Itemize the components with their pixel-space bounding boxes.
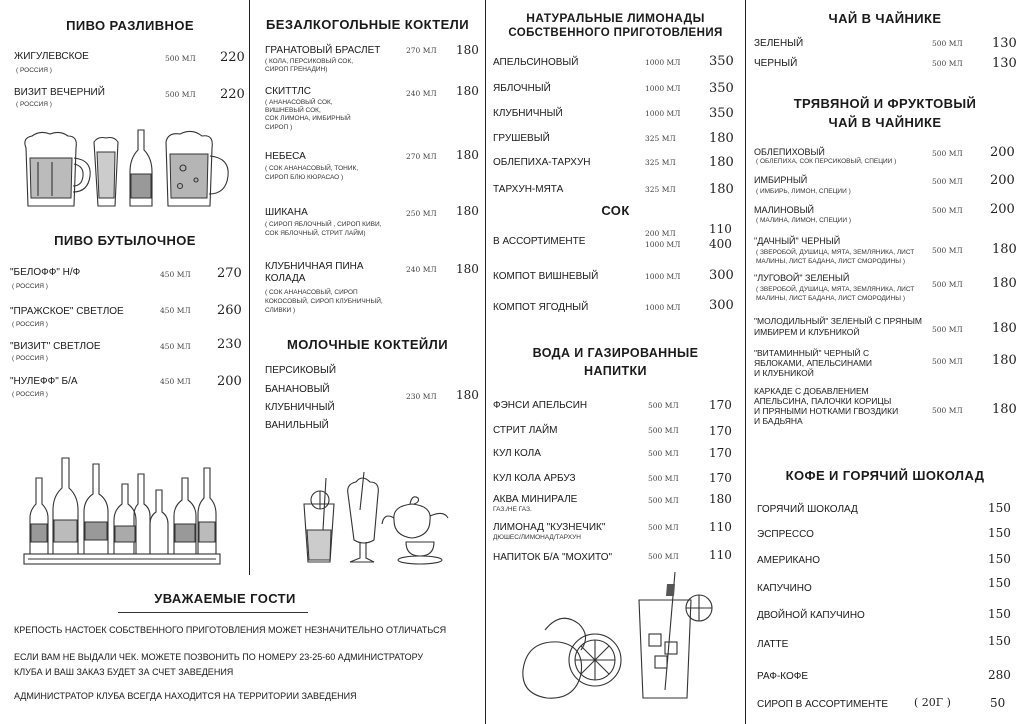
menu-item-price: 110 [709,548,732,562]
menu-item-price: 50 [990,696,1006,710]
menu-item-volume: 500 МЛ [932,39,963,48]
menu-item-volume: 325 МЛ [645,185,676,194]
menu-item-name: СКИТТЛС [265,86,312,97]
menu-item-price: 220 [220,50,245,65]
menu-item-volume: 1000 МЛ [645,84,681,93]
menu-item-name: ИМБИРНЫЙ [754,175,808,185]
menu-item-price: 270 [217,266,242,281]
menu-item-volume: 500 МЛ [932,406,963,415]
menu-item-desc: ( СОК АНАНАСОВЫЙ, СИРОП [265,289,358,296]
menu-item-name: КУЛ КОЛА АРБУЗ [493,473,576,484]
column-divider [249,0,250,575]
menu-item-volume: 500 МЛ [165,54,196,63]
menu-item-name: КЛУБНИЧНАЯ ПИНА [265,261,364,272]
soda-subtitle: НАПИТКИ [584,364,647,378]
menu-item-name: ИМБИРЕМ И КЛУБНИКОЙ [754,327,860,337]
lemonades-subtitle: СОБСТВЕННОГО ПРИГОТОВЛЕНИЯ [508,27,723,39]
menu-item-name: ВИЗИТ ВЕЧЕРНИЙ [14,87,105,98]
menu-item-name: И ПРЯНЫМИ НОТКАМИ ГВОЗДИКИ [754,406,899,416]
beer-mugs-sketch-icon [18,128,233,210]
menu-item-name: МАЛИНОВЫЙ [754,205,815,215]
menu-item-volume: ( 20Г ) [914,696,951,709]
menu-item-desc: ( ЗВЕРОБОЙ, ДУШИЦА, МЯТА, ЗЕМЛЯНИКА, ЛИСТ [756,249,915,256]
menu-item-price: 280 [988,668,1011,682]
menu-item-name: ВАНИЛЬНЫЙ [265,420,329,431]
menu-item-desc: СОК ЯБЛОЧНЫЙ, СТРИТ ЛАЙМ) [265,230,366,237]
menu-item-desc: ( ЗВЕРОБОЙ, ДУШИЦА, МЯТА, ЗЕМЛЯНИКА, ЛИСТ [756,286,915,293]
menu-item-name: ФЭНСИ АПЕЛЬСИН [493,400,588,411]
menu-item-price: 130 [992,36,1017,51]
menu-item-name: ЖИГУЛЕВСКОЕ [14,51,89,62]
menu-item-name: КЛУБНИЧНЫЙ [493,108,563,119]
menu-item-name: АПЕЛЬСИНА, ПАЛОЧКИ КОРИЦЫ [754,396,892,406]
menu-item-name: "ДАЧНЫЙ" ЧЕРНЫЙ [754,236,841,246]
menu-item-desc: МАЛИНЫ, ЛИСТ БАДАНА, ЛИСТ СМОРОДИНЫ ) [756,295,906,302]
menu-item-name: ОБЛЕПИХОВЫЙ [754,147,825,157]
menu-item-desc: ( КОЛА, ПЕРСИКОВЫЙ СОК, [265,58,354,65]
menu-item-desc: СИРОП ) [265,124,293,131]
menu-item-volume: 230 МЛ [406,392,437,401]
menu-item-price: 220 [220,87,245,102]
menu-item-volume: 500 МЛ [932,206,963,215]
menu-item-volume: 1000 МЛ [645,272,681,281]
menu-item-name: КАРКАДЕ С ДОБАВЛЕНИЕМ [754,386,869,396]
menu-item-price: 350 [709,81,734,96]
menu-item-desc: КОКОСОВЫЙ, СИРОП КЛУБНИЧНЫЙ, [265,298,383,305]
menu-item-price: 150 [988,501,1011,515]
menu-item-price: 150 [988,526,1011,540]
menu-item-name: ГРАНАТОВЫЙ БРАСЛЕТ [265,45,381,56]
menu-item-desc: ( РОССИЯ ) [12,321,48,328]
cocktail-glasses-sketch-icon [290,470,462,570]
menu-item-desc: ( АНАНАСОВЫЙ СОК, [265,99,333,106]
menu-item-desc: ВИШНЕВЫЙ СОК, [265,107,321,114]
menu-item-volume: 500 МЛ [932,325,963,334]
menu-item-name: "ВИТАМИННЫЙ" ЧЕРНЫЙ С [754,348,870,358]
menu-item-volume: 500 МЛ [165,90,196,99]
menu-item-price: 180 [992,321,1017,336]
menu-item-name: КОМПОТ ВИШНЕВЫЙ [493,271,599,282]
menu-item-price: 180 [709,131,734,146]
menu-item-price: 180 [456,262,479,276]
herbal-tea-subtitle: ЧАЙ В ЧАЙНИКЕ [828,115,942,130]
menu-item-price: 300 [709,268,734,283]
bottles-shelf-sketch-icon [22,454,222,569]
menu-item-name: ЯБЛОКАМИ, АПЕЛЬСИНАМИ [754,358,873,368]
menu-item-price: 400 [709,237,732,251]
menu-item-volume: 450 МЛ [160,377,191,386]
beer-bottle-title: ПИВО БУТЫЛОЧНОЕ [54,233,196,248]
menu-item-name: СИРОП В АССОРТИМЕНТЕ [757,699,889,710]
menu-item-volume: 500 МЛ [648,523,679,532]
menu-item-price: 200 [990,173,1015,188]
menu-item-desc: ДЮШЕС/ЛИМОНАД/ТАРХУН [493,534,581,541]
menu-item-name: ЗЕЛЕНЫЙ [754,38,804,49]
menu-item-volume: 270 МЛ [406,46,437,55]
menu-item-name: И КЛУБНИКОЙ [754,368,814,378]
menu-item-price: 170 [709,446,732,460]
menu-item-price: 300 [709,298,734,313]
tea-title: ЧАЙ В ЧАЙНИКЕ [828,11,942,26]
menu-item-volume: 270 МЛ [406,152,437,161]
menu-item-desc: ( ОБЛЕПИХА, СОК ПЕРСИКОВЫЙ, СПЕЦИИ ) [756,158,897,165]
menu-item-price: 170 [709,398,732,412]
menu-item-price: 180 [709,492,732,506]
menu-item-name: И БАДЬЯНА [754,416,803,426]
menu-item-price: 150 [988,634,1011,648]
menu-item-name: В АССОРТИМЕНТЕ [493,236,586,247]
menu-item-volume: 450 МЛ [160,306,191,315]
menu-item-desc: СИРОП БЛЮ КЮРАСАО ) [265,174,344,181]
beer-draft-title: ПИВО РАЗЛИВНОЕ [66,18,194,33]
menu-item-volume: 240 МЛ [406,89,437,98]
menu-item-desc: ( ИМБИРЬ, ЛИМОН, СПЕЦИИ ) [756,188,851,195]
soda-title: ВОДА И ГАЗИРОВАННЫЕ [532,346,699,360]
notice-line: КЛУБА И ВАШ ЗАКАЗ БУДЕТ ЗА СЧЕТ ЗАВЕДЕНИЯ [14,667,234,677]
menu-item-desc: ( РОССИЯ ) [12,391,48,398]
menu-item-price: 180 [709,182,734,197]
menu-item-price: 200 [217,374,242,389]
menu-item-volume: 1000 МЛ [645,240,681,249]
menu-item-price: 130 [992,56,1017,71]
herbal-tea-title: ТРЯВЯНОЙ И ФРУКТОВЫЙ [793,96,977,111]
menu-item-name: "БЕЛОФФ" Н/Ф [10,267,81,278]
menu-item-price: 180 [992,276,1017,291]
menu-item-desc: ( РОССИЯ ) [16,101,52,108]
menu-item-volume: 450 МЛ [160,342,191,351]
menu-item-volume: 500 МЛ [648,426,679,435]
menu-item-name: "ВИЗИТ" СВЕТЛОЕ [10,341,101,352]
menu-item-volume: 500 МЛ [932,357,963,366]
menu-item-desc: СЛИВКИ ) [265,307,296,314]
menu-item-name: ГРУШЕВЫЙ [493,133,550,144]
menu-item-price: 180 [456,204,479,218]
menu-item-name: КАПУЧИНО [757,583,812,594]
lemonades-title: НАТУРАЛЬНЫЕ ЛИМОНАДЫ [526,11,705,25]
menu-item-name: ЯБЛОЧНЫЙ [493,83,551,94]
menu-item-price: 180 [709,155,734,170]
menu-item-name: АКВА МИНИРАЛЕ [493,494,578,505]
menu-item-volume: 500 МЛ [648,552,679,561]
menu-item-price: 110 [709,520,732,534]
menu-item-name: СТРИТ ЛАЙМ [493,425,558,436]
menu-item-price: 180 [456,84,479,98]
menu-item-volume: 200 МЛ [645,229,676,238]
menu-item-name: "МОЛОДИЛЬНЫЙ" ЗЕЛЕНЫЙ С ПРЯНЫМ [754,316,922,326]
menu-item-volume: 500 МЛ [932,149,963,158]
lemonade-lemons-sketch-icon [515,570,720,710]
menu-item-volume: 325 МЛ [645,134,676,143]
menu-item-name: ГОРЯЧИЙ ШОКОЛАД [757,504,858,515]
notice-line: ЕСЛИ ВАМ НЕ ВЫДАЛИ ЧЕК. МОЖЕТЕ ПОЗВОНИТЬ ПО НОМЕРУ 23-25-60 АДМИНИСТРАТОРУ [14,652,424,662]
menu-item-name: ЧЕРНЫЙ [754,58,798,69]
menu-item-price: 180 [992,402,1017,417]
menu-item-price: 150 [988,576,1011,590]
menu-item-name: КОЛАДА [265,273,306,284]
menu-item-desc: МАЛИНЫ, ЛИСТ БАДАНА, ЛИСТ СМОРОДИНЫ ) [756,258,906,265]
menu-item-volume: 500 МЛ [648,401,679,410]
menu-item-volume: 240 МЛ [406,265,437,274]
menu-item-volume: 450 МЛ [160,270,191,279]
column-divider [485,0,486,724]
menu-item-name: КУЛ КОЛА [493,448,541,459]
menu-item-name: "ЛУГОВОЙ" ЗЕЛЕНЫЙ [754,273,850,283]
menu-item-name: ЛИМОНАД "КУЗНЕЧИК" [493,522,606,533]
juice-title: СОК [601,203,630,218]
menu-item-desc: ( РОССИЯ ) [12,283,48,290]
menu-item-desc: ( МАЛИНА, ЛИМОН, СПЕЦИИ ) [756,217,851,224]
menu-item-desc: СИРОП ГРЕНАДИН) [265,66,328,73]
menu-item-volume: 325 МЛ [645,158,676,167]
menu-item-price: 150 [988,607,1011,621]
menu-item-price: 180 [456,148,479,162]
menu-item-price: 350 [709,106,734,121]
menu-item-name: НАПИТОК Б/А "МОХИТО" [493,552,613,563]
menu-item-name: "НУЛЕФФ" Б/А [10,376,78,387]
menu-item-name: КОМПОТ ЯГОДНЫЙ [493,302,589,313]
menu-item-desc: СОК ЛИМОНА, ИМБИРНЫЙ [265,115,351,122]
menu-item-volume: 500 МЛ [648,474,679,483]
menu-item-price: 150 [988,552,1011,566]
menu-item-volume: 250 МЛ [406,209,437,218]
menu-item-name: ЛАТТЕ [757,639,789,650]
menu-item-price: 180 [992,353,1017,368]
menu-item-volume: 1000 МЛ [645,109,681,118]
menu-item-name: ОБЛЕПИХА-ТАРХУН [493,157,591,168]
menu-item-price: 200 [990,145,1015,160]
notice-line: КРЕПОСТЬ НАСТОЕК СОБСТВЕННОГО ПРИГОТОВЛЕНИЯ МОЖЕТ НЕЗНАЧИТЕЛЬНО ОТЛИЧАТЬСЯ [14,625,447,635]
menu-item-name: ТАРХУН-МЯТА [493,184,564,195]
menu-item-price: 170 [709,424,732,438]
menu-item-name: КЛУБНИЧНЫЙ [265,402,335,413]
menu-item-price: 170 [709,471,732,485]
menu-item-volume: 500 МЛ [932,246,963,255]
menu-item-price: 230 [217,337,242,352]
menu-item-price: 180 [456,388,479,402]
menu-item-volume: 500 МЛ [932,280,963,289]
menu-item-volume: 1000 МЛ [645,303,681,312]
menu-item-name: АПЕЛЬСИНОВЫЙ [493,57,579,68]
notice-line: АДМИНИСТРАТОР КЛУБА ВСЕГДА НАХОДИТСЯ НА ТЕРРИТОРИИ ЗАВЕДЕНИЯ [14,691,357,701]
milkshakes-title: МОЛОЧНЫЕ КОКТЕЙЛИ [287,337,448,352]
notice-title-underline [118,612,308,613]
menu-item-price: 110 [709,222,732,236]
menu-item-name: ЭСПРЕССО [757,529,814,540]
menu-item-name: "ПРАЖСКОЕ" СВЕТЛОЕ [10,306,124,317]
menu-item-volume: 500 МЛ [932,177,963,186]
menu-item-price: 180 [992,242,1017,257]
menu-item-price: 200 [990,202,1015,217]
menu-item-desc: ( РОССИЯ ) [16,67,52,74]
menu-item-volume: 500 МЛ [648,496,679,505]
menu-item-name: АМЕРИКАНО [757,555,821,566]
cocktails-title: БЕЗАЛКОГОЛЬНЫЕ КОКТЕЛИ [266,17,469,32]
notice-title: УВАЖАЕМЫЕ ГОСТИ [154,591,296,606]
menu-item-price: 180 [456,43,479,57]
coffee-title: КОФЕ И ГОРЯЧИЙ ШОКОЛАД [785,468,985,483]
menu-item-price: 350 [709,54,734,69]
menu-item-price: 260 [217,303,242,318]
menu-item-name: РАФ-КОФЕ [757,671,809,682]
menu-item-volume: 500 МЛ [932,59,963,68]
menu-item-name: БАНАНОВЫЙ [265,384,330,395]
menu-item-desc: ( СОК АНАНАСОВЫЙ, ТОНИК, [265,165,359,172]
menu-item-name: ДВОЙНОЙ КАПУЧИНО [757,610,865,621]
menu-item-desc: ГАЗ./НЕ ГАЗ. [493,506,532,513]
menu-item-name: НЕБЕСА [265,151,306,162]
menu-item-desc: ( РОССИЯ ) [12,355,48,362]
menu-item-volume: 500 МЛ [648,449,679,458]
menu-item-name: ПЕРСИКОВЫЙ [265,365,337,376]
menu-item-name: ШИКАНА [265,207,308,218]
menu-item-desc: ( СИРОП ЯБЛОЧНЫЙ , СИРОП КИВИ, [265,221,382,228]
menu-item-volume: 1000 МЛ [645,58,681,67]
